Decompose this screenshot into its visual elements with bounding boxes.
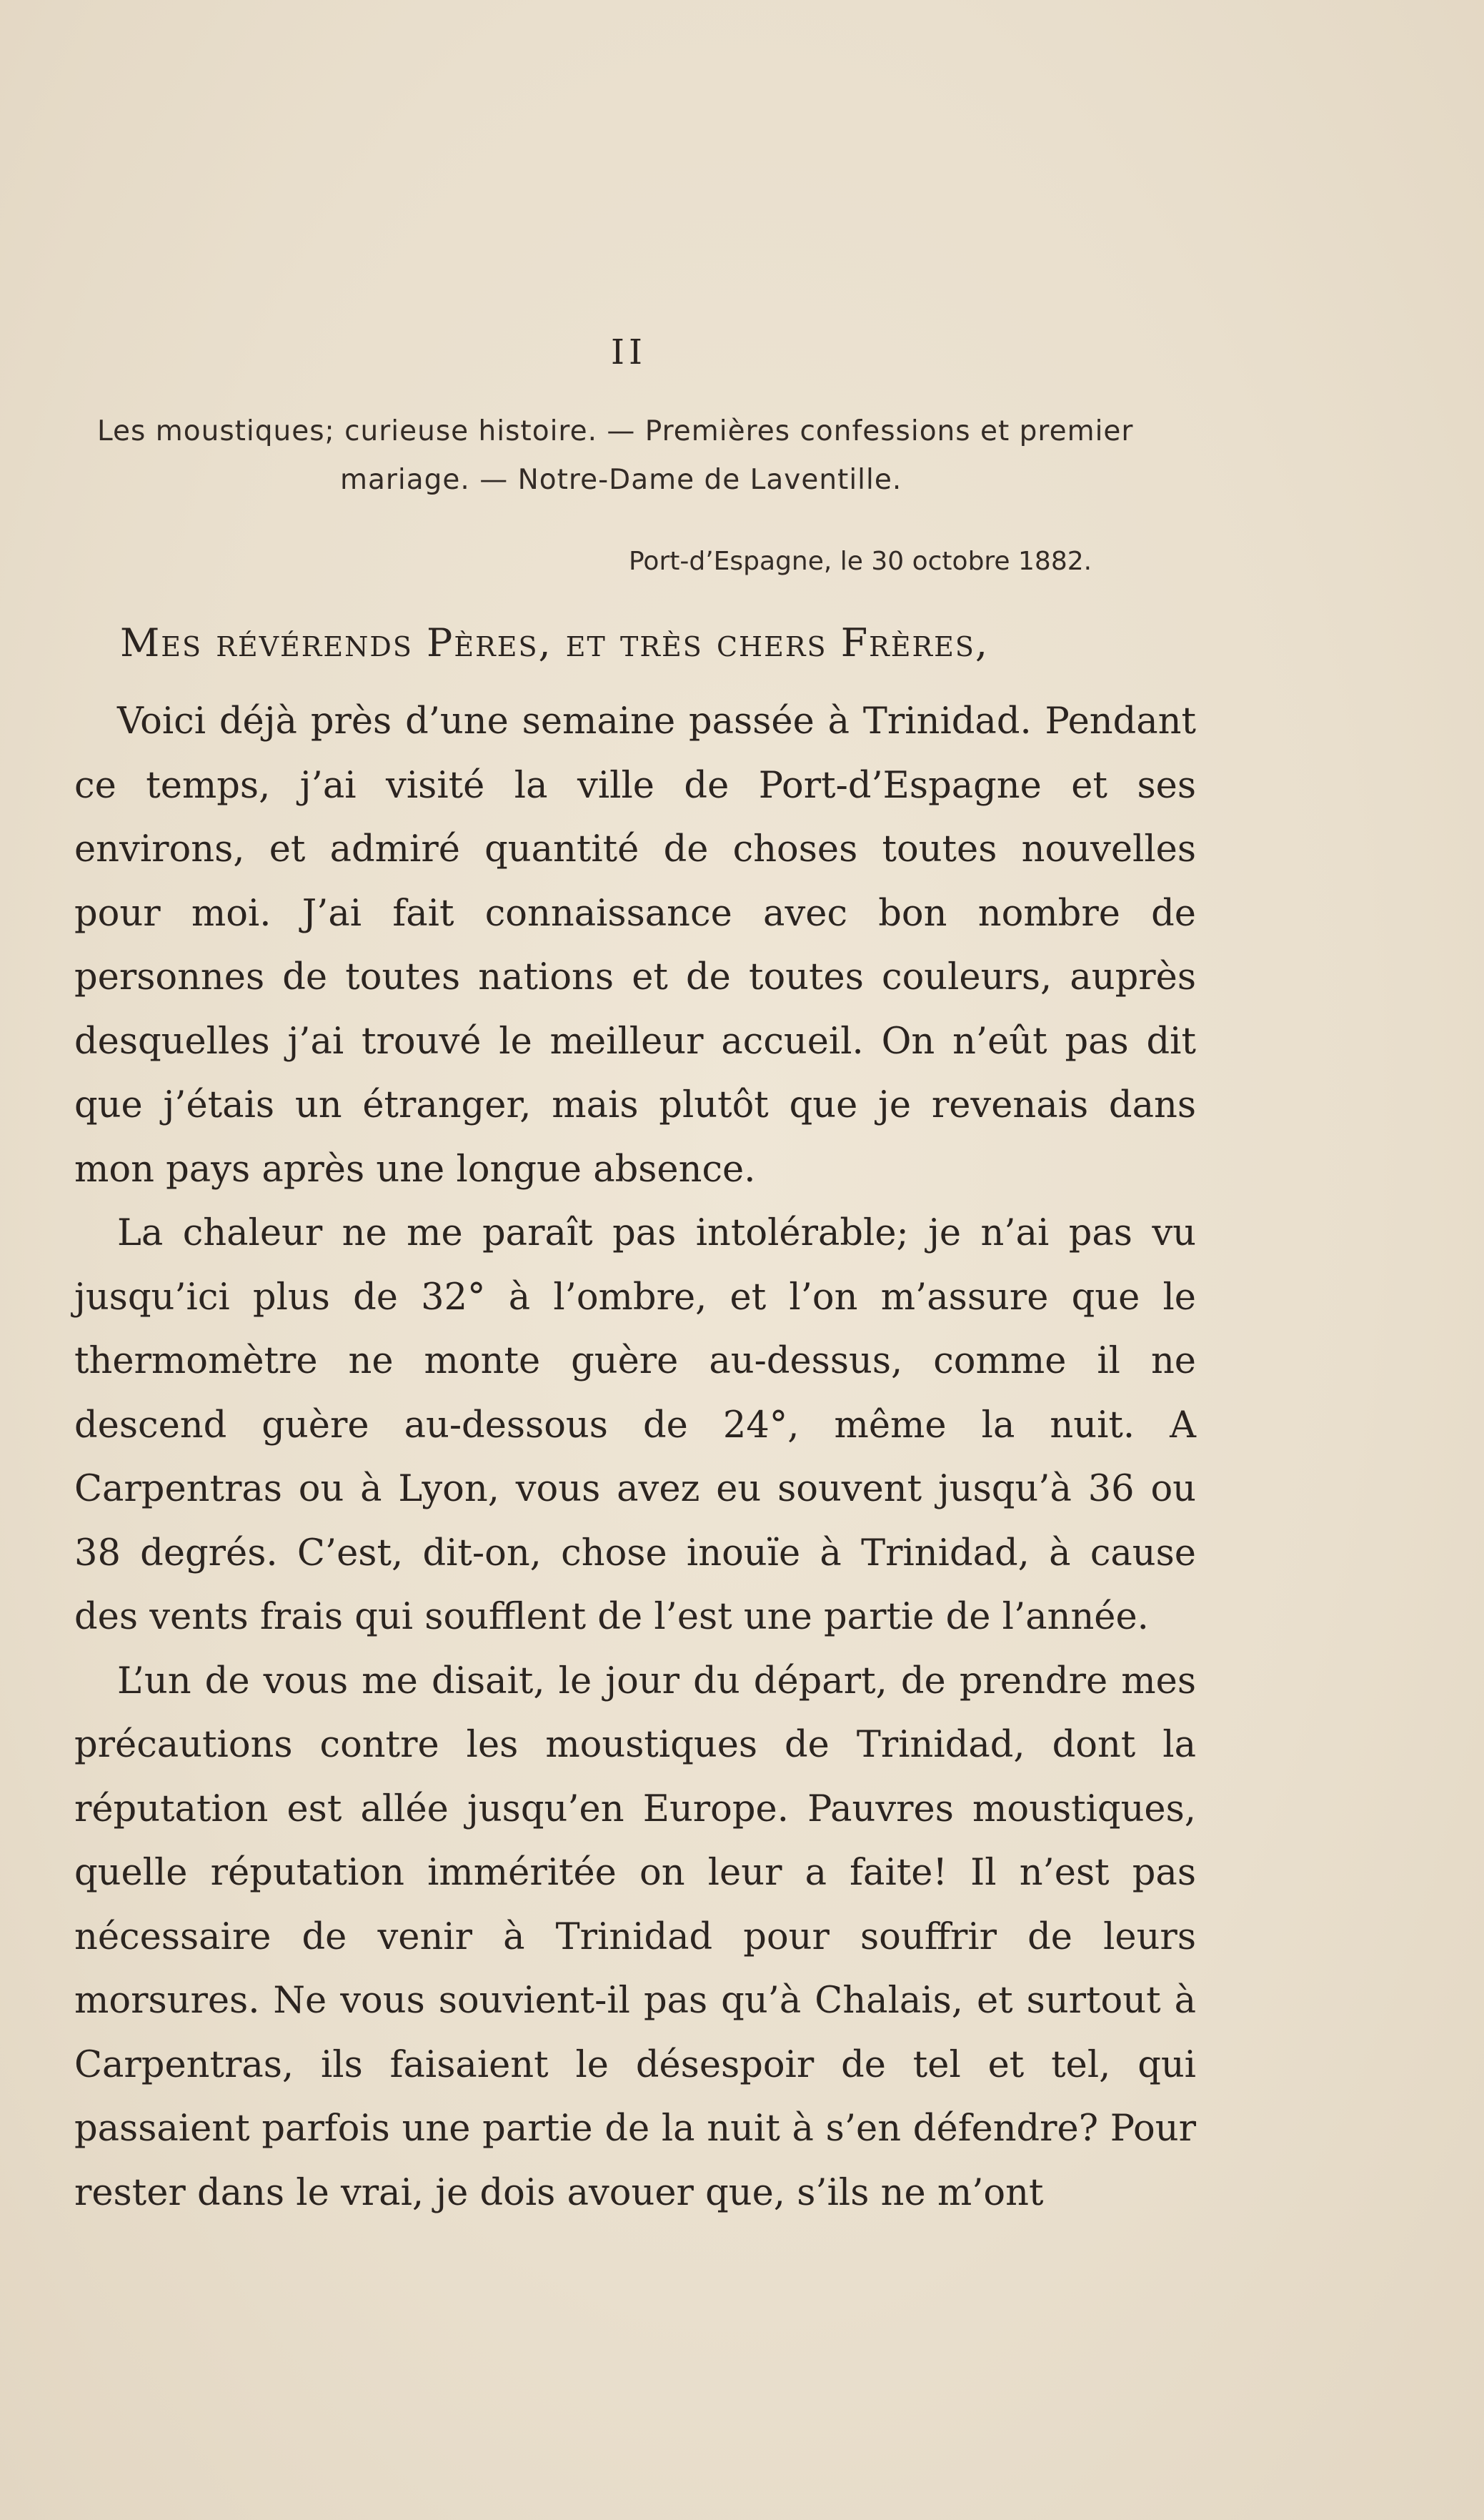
letter-dateline: Port-d’Espagne, le 30 octobre 1882. [629,547,1092,576]
chapter-summary [97,407,1169,505]
letter-body [74,690,1196,2225]
letter-salutation: Mes révérends Pères, et très chers Frères, [120,620,990,665]
paragraph-2: La chaleur ne me paraît pas intolérable; je n’ai pas vu jusqu’ici plus de 32° à l’ombre, et l’on m’assure que le thermomètre ne monte guère au-dessus, comme il ne descend guère au-dessous de 24°, même la nuit. A Carpentras ou à Lyon, vous avez eu souvent jusqu’à 36 ou 38 degrés. C’est, dit-on, chose inouïe à Trinidad, à cause des vents frais qui soufflent de l’est une partie de l’année. [74,1212,1196,1638]
paragraph-1: Voici déjà près d’une semaine passée à Trinidad. Pendant ce temps, j’ai visité la ville de Port-d’Espagne et ses environs, et admiré quantité de choses toutes nouvelles pour moi. J’ai fait connaissance avec bon nombre de personnes de toutes nations et de toutes couleurs, auprès desquelles j’ai trouvé le meilleur accueil. On n’eût pas dit que j’étais un étranger, mais plutôt que je revenais dans mon pays après une longue absence. [74,700,1196,1191]
chapter-summary-line-1: Les moustiques; curieuse histoire. — Premières confessions et premier [97,415,1134,447]
chapter-summary-line-2: mariage. — Notre-Dame de Laventille. [340,464,902,496]
chapter-number: II [611,332,647,372]
paragraph-3: L’un de vous me disait, le jour du départ, de prendre mes précautions contre les moustiques de Trinidad, dont la réputation est allée jusqu’en Europe. Pauvres moustiques, quelle réputation imméritée on leur a faite! Il n’est pas nécessaire de venir à Trinidad pour souffrir de leurs morsures. Ne vous souvient-il pas qu’à Chalais, et surtout à Carpentras, ils faisaient le désespoir de tel et tel, qui passaient parfois une partie de la nuit à s’en défendre? Pour rester dans le vrai, je dois avouer que, s’ils ne m’ont [74,1660,1196,2214]
